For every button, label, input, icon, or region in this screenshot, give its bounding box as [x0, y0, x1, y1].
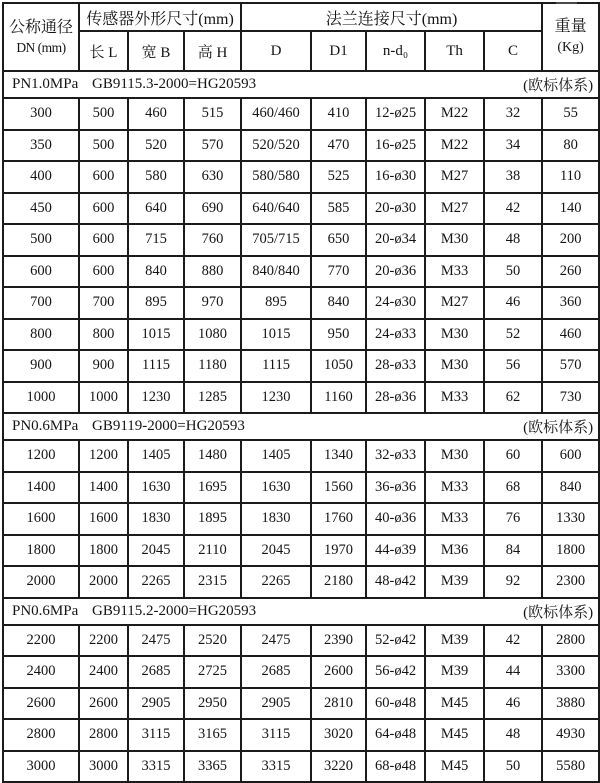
section-standard: GB9119-2000=HG20593 [92, 418, 245, 434]
value-cell: M22 [425, 130, 484, 162]
value-cell: 1800 [79, 535, 128, 567]
value-cell: 470 [311, 130, 366, 162]
value-cell: 770 [311, 256, 366, 288]
value-cell: 840/840 [241, 256, 311, 288]
value-cell: M30 [425, 319, 484, 351]
section-standard: GB9115.2-2000=HG20593 [92, 602, 257, 619]
value-cell: 580 [128, 161, 184, 193]
value-cell: 2200 [79, 625, 128, 657]
table-row [3, 566, 599, 598]
value-cell: 80 [542, 130, 599, 162]
value-cell: 24-ø30 [366, 287, 425, 319]
value-cell: 1340 [311, 440, 366, 472]
table-row [3, 625, 599, 657]
table-row [3, 382, 599, 414]
dn-cell: 350 [3, 130, 79, 162]
section-pressure-rating: PN0.6MPa [12, 602, 79, 619]
value-cell: 76 [484, 503, 542, 535]
value-cell: 500 [79, 130, 128, 162]
dn-cell: 1800 [3, 535, 79, 567]
value-cell: 92 [484, 566, 542, 598]
value-cell: 760 [184, 224, 241, 256]
dn-cell: 1000 [3, 382, 79, 414]
value-cell: 200 [542, 224, 599, 256]
value-cell: 840 [128, 256, 184, 288]
value-cell: 56-ø42 [366, 656, 425, 688]
value-cell: 640/640 [241, 193, 311, 225]
value-cell: 705/715 [241, 224, 311, 256]
value-cell: 2390 [311, 625, 366, 657]
value-cell: 1180 [184, 350, 241, 382]
dn-cell: 400 [3, 161, 79, 193]
value-cell: 630 [184, 161, 241, 193]
table-row [3, 193, 599, 225]
table-body [3, 71, 599, 782]
value-cell: 38 [484, 161, 542, 193]
value-cell: 68-ø48 [366, 751, 425, 783]
column-header-6: Th [425, 31, 484, 71]
table-row [3, 719, 599, 751]
value-cell: 460 [542, 319, 599, 351]
value-cell: 3020 [311, 719, 366, 751]
value-cell: 700 [79, 287, 128, 319]
table-row [3, 319, 599, 351]
value-cell: 2315 [184, 566, 241, 598]
value-cell: 46 [484, 688, 542, 720]
section-note: (欧标体系) [523, 420, 594, 436]
section-row [3, 71, 599, 98]
column-header-5: n-d₀ [366, 31, 425, 71]
dn-label-line1: 公称通径 [8, 19, 73, 37]
value-cell: 1285 [184, 382, 241, 414]
dn-cell: 1400 [3, 472, 79, 504]
section-cell [3, 598, 599, 625]
table-row [3, 287, 599, 319]
value-cell: 2300 [542, 566, 599, 598]
table-row [3, 350, 599, 382]
value-cell: 2475 [241, 625, 311, 657]
value-cell: 570 [184, 130, 241, 162]
value-cell: 1230 [241, 382, 311, 414]
value-cell: 28-ø33 [366, 350, 425, 382]
value-cell: 600 [79, 161, 128, 193]
table-row [3, 688, 599, 720]
value-cell: 20-ø34 [366, 224, 425, 256]
value-cell: M45 [425, 751, 484, 783]
section-row [3, 413, 599, 440]
value-cell: 1830 [128, 503, 184, 535]
dn-label-line2: DN (mm) [16, 39, 66, 55]
value-cell: 1015 [241, 319, 311, 351]
value-cell: 34 [484, 130, 542, 162]
value-cell: 64-ø48 [366, 719, 425, 751]
value-cell: 970 [184, 287, 241, 319]
value-cell: M39 [425, 656, 484, 688]
value-cell: 2265 [128, 566, 184, 598]
table-row [3, 256, 599, 288]
value-cell: 12-ø25 [366, 98, 425, 130]
dimension-spec-table [2, 2, 600, 783]
value-cell: 900 [79, 350, 128, 382]
section-pressure-rating: PN1.0MPa [12, 76, 79, 92]
section-cell [3, 413, 599, 440]
value-cell: 2180 [311, 566, 366, 598]
value-cell: 52-ø42 [366, 625, 425, 657]
value-cell: 48 [484, 719, 542, 751]
value-cell: 20-ø36 [366, 256, 425, 288]
value-cell: 3300 [542, 656, 599, 688]
value-cell: 110 [542, 161, 599, 193]
value-cell: 525 [311, 161, 366, 193]
value-cell: 60 [484, 440, 542, 472]
column-header-1: 宽 B [128, 31, 184, 71]
column-header-4: D1 [311, 31, 366, 71]
value-cell: 2725 [184, 656, 241, 688]
value-cell: 16-ø25 [366, 130, 425, 162]
value-cell: 1800 [542, 535, 599, 567]
value-cell: M33 [425, 472, 484, 504]
value-cell: 2905 [128, 688, 184, 720]
value-cell: 1050 [311, 350, 366, 382]
value-cell: M39 [425, 566, 484, 598]
value-cell: 50 [484, 256, 542, 288]
value-cell: 2045 [241, 535, 311, 567]
section-cell [3, 71, 599, 98]
dn-cell: 1600 [3, 503, 79, 535]
value-cell: 1200 [79, 440, 128, 472]
value-cell: 140 [542, 193, 599, 225]
column-header-3: D [241, 31, 311, 71]
value-cell: 1480 [184, 440, 241, 472]
value-cell: 600 [542, 440, 599, 472]
value-cell: M30 [425, 224, 484, 256]
column-header-0: 长 L [79, 31, 128, 71]
value-cell: 36-ø36 [366, 472, 425, 504]
dn-cell: 2400 [3, 656, 79, 688]
scan-artifact [556, 2, 577, 4]
value-cell: 56 [484, 350, 542, 382]
value-cell: 1695 [184, 472, 241, 504]
column-header-2: 高 H [184, 31, 241, 71]
value-cell: 600 [79, 193, 128, 225]
table-row [3, 98, 599, 130]
value-cell: 55 [542, 98, 599, 130]
value-cell: 260 [542, 256, 599, 288]
value-cell: 2800 [542, 625, 599, 657]
value-cell: 46 [484, 287, 542, 319]
value-cell: 3000 [79, 751, 128, 783]
value-cell: 800 [79, 319, 128, 351]
dn-cell: 600 [3, 256, 79, 288]
value-cell: 16-ø30 [366, 161, 425, 193]
value-cell: 1080 [184, 319, 241, 351]
table-row [3, 161, 599, 193]
value-cell: 2110 [184, 535, 241, 567]
value-cell: 2600 [79, 688, 128, 720]
value-cell: M30 [425, 350, 484, 382]
value-cell: M30 [425, 440, 484, 472]
dn-cell: 3000 [3, 751, 79, 783]
value-cell: 2520 [184, 625, 241, 657]
value-cell: 2800 [79, 719, 128, 751]
value-cell: 1895 [184, 503, 241, 535]
value-cell: 84 [484, 535, 542, 567]
value-cell: 42 [484, 193, 542, 225]
value-cell: 28-ø36 [366, 382, 425, 414]
header-group-row [3, 3, 599, 31]
value-cell: 1115 [128, 350, 184, 382]
value-cell: 3165 [184, 719, 241, 751]
value-cell: 1630 [128, 472, 184, 504]
weight-label-line2: (Kg) [557, 40, 584, 56]
value-cell: 3880 [542, 688, 599, 720]
table-row [3, 472, 599, 504]
header-subcolumn-row [3, 31, 599, 71]
section-row [3, 598, 599, 625]
value-cell: 690 [184, 193, 241, 225]
value-cell: 730 [542, 382, 599, 414]
dn-cell: 900 [3, 350, 79, 382]
value-cell: 3220 [311, 751, 366, 783]
value-cell: 5580 [542, 751, 599, 783]
value-cell: 44-ø39 [366, 535, 425, 567]
value-cell: M27 [425, 193, 484, 225]
value-cell: 1405 [241, 440, 311, 472]
value-cell: 2905 [241, 688, 311, 720]
value-cell: 1000 [79, 382, 128, 414]
value-cell: 1115 [241, 350, 311, 382]
dn-cell: 500 [3, 224, 79, 256]
value-cell: 570 [542, 350, 599, 382]
value-cell: 2600 [311, 656, 366, 688]
value-cell: 50 [484, 751, 542, 783]
value-cell: 1760 [311, 503, 366, 535]
value-cell: M33 [425, 503, 484, 535]
value-cell: 1630 [241, 472, 311, 504]
value-cell: 42 [484, 625, 542, 657]
value-cell: 585 [311, 193, 366, 225]
section-note: (欧标体系) [523, 78, 594, 94]
dn-cell: 450 [3, 193, 79, 225]
value-cell: 600 [79, 256, 128, 288]
value-cell: 500 [79, 98, 128, 130]
value-cell: 715 [128, 224, 184, 256]
value-cell: 1560 [311, 472, 366, 504]
value-cell: 1330 [542, 503, 599, 535]
value-cell: M33 [425, 256, 484, 288]
value-cell: M45 [425, 719, 484, 751]
value-cell: 2045 [128, 535, 184, 567]
value-cell: 44 [484, 656, 542, 688]
value-cell: 3115 [128, 719, 184, 751]
section-pressure-rating: PN0.6MPa [12, 418, 79, 434]
dn-cell: 2800 [3, 719, 79, 751]
column-group-sensor-dimensions: 传感器外形尺寸(mm) [79, 3, 241, 31]
value-cell: 895 [128, 287, 184, 319]
value-cell: 4930 [542, 719, 599, 751]
value-cell: 515 [184, 98, 241, 130]
value-cell: 2685 [241, 656, 311, 688]
value-cell: 410 [311, 98, 366, 130]
value-cell: 640 [128, 193, 184, 225]
value-cell: 40-ø36 [366, 503, 425, 535]
value-cell: 950 [311, 319, 366, 351]
section-note: (欧标体系) [523, 604, 594, 621]
value-cell: M39 [425, 625, 484, 657]
value-cell: 1405 [128, 440, 184, 472]
value-cell: M36 [425, 535, 484, 567]
value-cell: 1600 [79, 503, 128, 535]
value-cell: 3315 [241, 751, 311, 783]
column-group-flange-dimensions: 法兰连接尺寸(mm) [241, 3, 542, 31]
value-cell: 2400 [79, 656, 128, 688]
value-cell: M27 [425, 287, 484, 319]
table-header [3, 3, 599, 71]
value-cell: 3365 [184, 751, 241, 783]
value-cell: 1230 [128, 382, 184, 414]
table-row [3, 440, 599, 472]
dn-cell: 1200 [3, 440, 79, 472]
value-cell: 840 [311, 287, 366, 319]
section-standard: GB9115.3-2000=HG20593 [92, 76, 257, 92]
value-cell: 20-ø30 [366, 193, 425, 225]
table-row [3, 751, 599, 783]
value-cell: 580/580 [241, 161, 311, 193]
dn-cell: 2200 [3, 625, 79, 657]
column-header-7: C [484, 31, 542, 71]
value-cell: 1400 [79, 472, 128, 504]
value-cell: 2685 [128, 656, 184, 688]
value-cell: 460 [128, 98, 184, 130]
value-cell: M33 [425, 382, 484, 414]
value-cell: 60-ø48 [366, 688, 425, 720]
value-cell: 520/520 [241, 130, 311, 162]
value-cell: 24-ø33 [366, 319, 425, 351]
value-cell: 2265 [241, 566, 311, 598]
column-header-weight [542, 3, 599, 71]
value-cell: 32 [484, 98, 542, 130]
value-cell: 520 [128, 130, 184, 162]
value-cell: 2000 [79, 566, 128, 598]
table-row [3, 503, 599, 535]
value-cell: M27 [425, 161, 484, 193]
value-cell: 48 [484, 224, 542, 256]
table-row [3, 656, 599, 688]
value-cell: 650 [311, 224, 366, 256]
dn-cell: 300 [3, 98, 79, 130]
value-cell: 48-ø42 [366, 566, 425, 598]
value-cell: 600 [79, 224, 128, 256]
value-cell: 1015 [128, 319, 184, 351]
column-header-dn [3, 3, 79, 71]
value-cell: 880 [184, 256, 241, 288]
table-row [3, 224, 599, 256]
value-cell: 360 [542, 287, 599, 319]
dn-cell: 700 [3, 287, 79, 319]
dn-cell: 2000 [3, 566, 79, 598]
value-cell: 32-ø33 [366, 440, 425, 472]
value-cell: M45 [425, 688, 484, 720]
value-cell: 895 [241, 287, 311, 319]
value-cell: 2950 [184, 688, 241, 720]
table-row [3, 535, 599, 567]
value-cell: 1970 [311, 535, 366, 567]
value-cell: 1830 [241, 503, 311, 535]
value-cell: M22 [425, 98, 484, 130]
value-cell: 3115 [241, 719, 311, 751]
dn-cell: 2600 [3, 688, 79, 720]
value-cell: 460/460 [241, 98, 311, 130]
value-cell: 62 [484, 382, 542, 414]
value-cell: 1160 [311, 382, 366, 414]
weight-label-line1: 重量 [554, 18, 587, 35]
value-cell: 2475 [128, 625, 184, 657]
value-cell: 52 [484, 319, 542, 351]
value-cell: 840 [542, 472, 599, 504]
dn-cell: 800 [3, 319, 79, 351]
value-cell: 68 [484, 472, 542, 504]
value-cell: 2810 [311, 688, 366, 720]
value-cell: 3315 [128, 751, 184, 783]
table-row [3, 130, 599, 162]
